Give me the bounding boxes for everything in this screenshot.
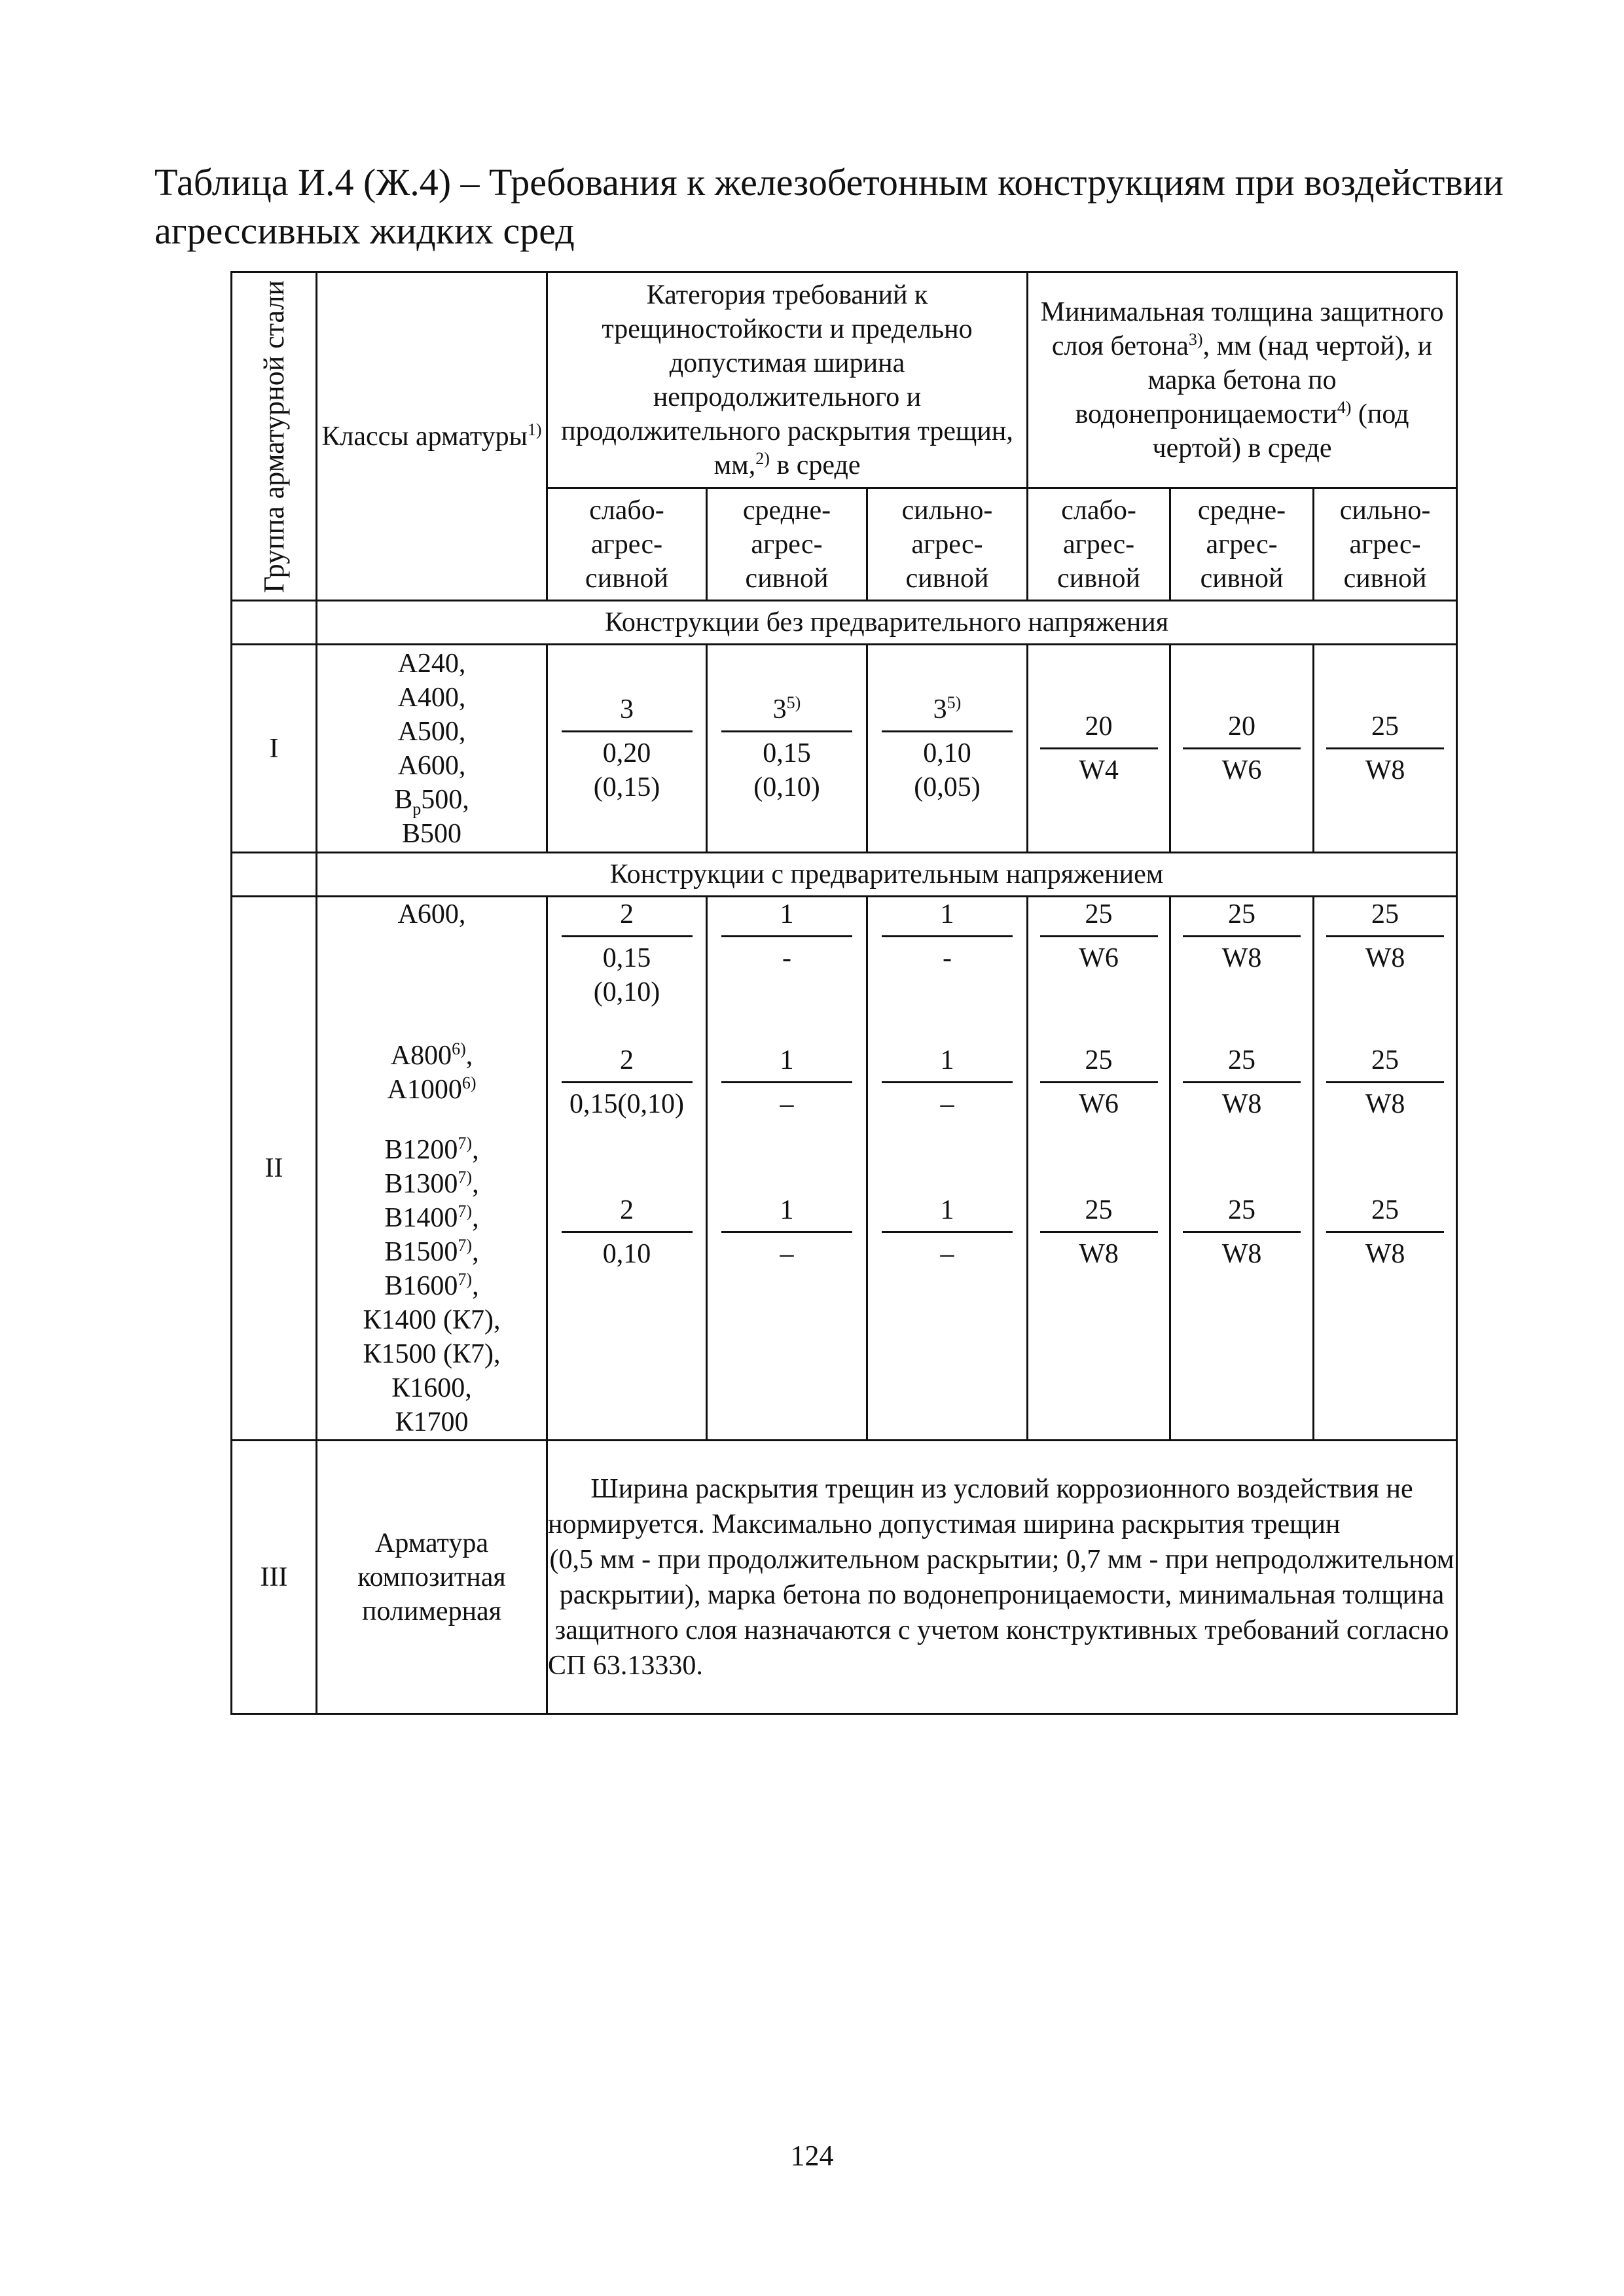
crack-header-cell [547,272,1028,488]
table-title: Таблица И.4 (Ж.4) – Требования к железобетонным конструкциям при воздействии агрессивных жидких сред [154,161,1504,252]
cover-medium-value: 20 W6 [1170,645,1314,853]
cover-header-cell [1028,272,1457,488]
group-header-label: Группа арматурной стали [257,279,290,593]
cover-weak-values: 25 W6 25 W6 25 W8 [1028,897,1170,1441]
classes-header-label: Классы арматуры$^{1)}$ [321,420,542,452]
cover-weak-value: 20 W4 [1028,645,1170,853]
page-number: 124 [790,2140,834,2172]
classes-cell: А600, А800$^{6)}$, А1000$^{6)}$ В1200$^{7)}$, В1300$^{7)}$, В1400$^{7)}$, В1500$^{7)}$, В1600$^{7)}$, К1400 (К7), К1500 (К7), К1600, К1700 [317,897,547,1441]
section-row-no-prestress [232,601,1457,645]
env-crack-strong: сильно- агрес- сивной [867,488,1028,601]
requirements-table [230,271,1458,1715]
cover-medium-values: 25 W8 25 W8 25 W8 [1170,897,1314,1441]
env-crack-medium: средне- агрес- сивной [707,488,867,601]
env-cover-medium: средне- агрес- сивной [1170,488,1314,601]
env-cover-strong: сильно- агрес- сивной [1314,488,1457,601]
crack-weak-values: 2 0,15 (0,10) 2 0,15(0,10) 2 0,10 [547,897,707,1441]
crack-strong-values: 1 - 1 – 1 – [867,897,1028,1441]
header-row [232,272,1457,488]
classes-cell: Арматура композитная полимерная [317,1441,547,1714]
env-crack-weak: слабо- агрес- сивной [547,488,707,601]
cover-header-text: Минимальная толщина защитного слоя бетона$^{3)}$, мм (над чертой), и марка бетона по водонепроницаемости$^{4)}$ (под чертой) в среде [1040,296,1444,463]
group-roman: III [232,1441,317,1714]
crack-medium-value: 3$^{5)}$ 0,15 (0,10) [707,645,867,853]
section-label: Конструкции без предварительного напряжения [317,601,1457,645]
section-label: Конструкции с предварительным напряжением [317,853,1457,897]
group-III-note: Ширина раскрытия трещин из условий коррозионного воздействия не нормируется. Максимально допустимая ширина раскрытия трещин (0,5 мм - при продолжительном раскрытии; 0,7 мм - при непродолжительном раскрытии), марка бетона по водонепроницаемости, минимальная толщина защитного слоя назначаются с учетом конструктивных требований согласно СП 63.13330. [547,1441,1457,1714]
table-row-group-III [232,1441,1457,1714]
group-roman: I [232,645,317,853]
section-row-prestress [232,853,1457,897]
cover-strong-values: 25 W8 25 W8 25 W8 [1314,897,1457,1441]
crack-header-text: Категория требований к трещиностойкости и предельно допустимая ширина непродолжительного и продолжительного раскрытия трещин, мм,$^{2)}$ в среде [561,279,1013,480]
group-header-cell [232,272,317,601]
group-roman: II [232,897,317,1441]
classes-cell: А240, А400, А500, А600, $В_р500$, В500 [317,645,547,853]
classes-header-cell [317,272,547,601]
table-row-group-I [232,645,1457,853]
cover-strong-value: 25 W8 [1314,645,1457,853]
crack-weak-value: 3 0,20 (0,15) [547,645,707,853]
crack-medium-values: 1 - 1 – 1 – [707,897,867,1441]
env-cover-weak: слабо- агрес- сивной [1028,488,1170,601]
table-row-group-II [232,897,1457,1441]
crack-strong-value: 3$^{5)}$ 0,10 (0,05) [867,645,1028,853]
